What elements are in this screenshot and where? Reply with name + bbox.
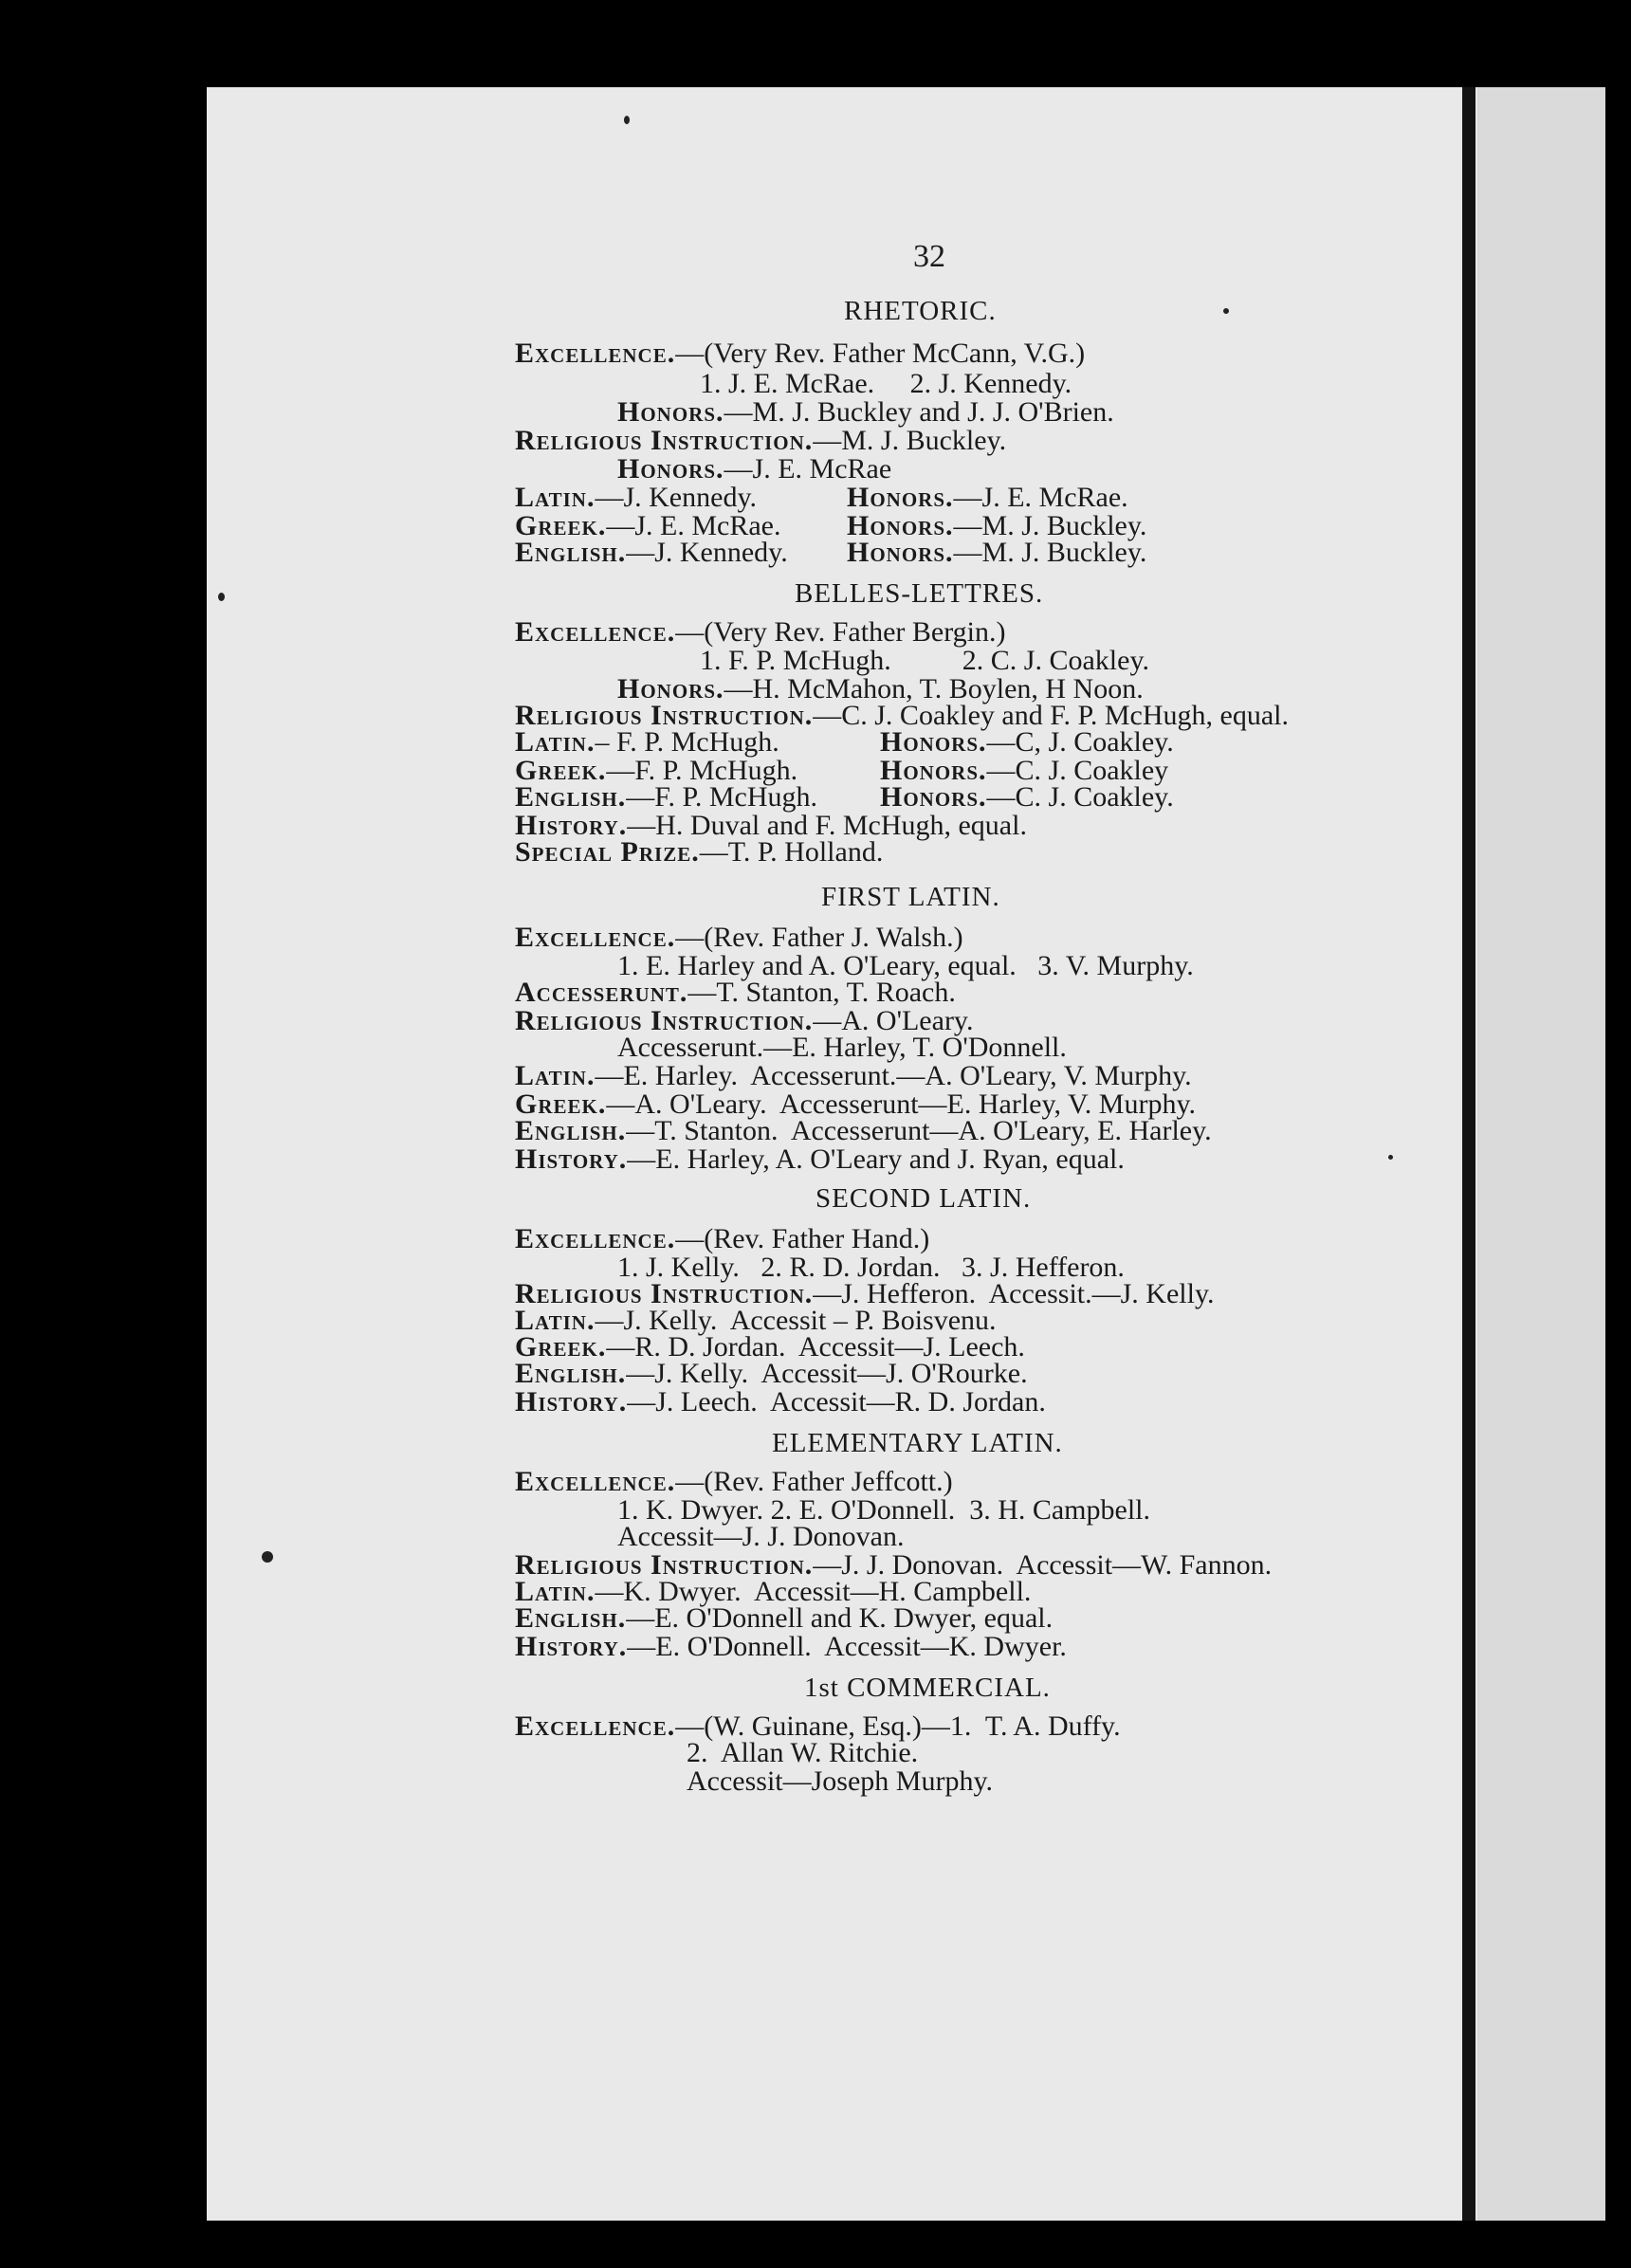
entry-text: —C. J. Coakley. (986, 781, 1174, 813)
section-heading: FIRST LATIN. (821, 882, 1000, 912)
subject-line (515, 1060, 1192, 1092)
section-heading: BELLES-LETTRES. (795, 578, 1044, 609)
entry-text: —T. P. Holland. (699, 836, 884, 868)
entry-text: —(Rev. Father Hand.) (675, 1223, 930, 1254)
subject-line (515, 537, 788, 569)
scan-speck (624, 116, 630, 124)
category-label: English. (515, 537, 627, 568)
category-label: Latin. (515, 1305, 596, 1336)
entry-text: —H. Duval and F. McHugh, equal. (627, 810, 1027, 841)
category-label: History. (515, 1143, 628, 1175)
excellence-line (515, 616, 1005, 649)
subject-line (515, 482, 757, 514)
entry-text: —A. O'Leary. (813, 1005, 974, 1036)
category-label: Religious Instruction. (515, 1549, 814, 1581)
entry-text: —E. O'Donnell and K. Dwyer, equal. (626, 1602, 1054, 1634)
category-label: Excellence. (515, 1710, 676, 1742)
page-gutter (1462, 87, 1475, 2221)
ranking-line: 1. J. E. McRae. 2. J. Kennedy. (700, 368, 1072, 399)
category-label: English. (515, 1358, 627, 1389)
honors-line (617, 453, 891, 485)
subject-line (515, 1602, 1053, 1635)
ranking-line: 1. E. Harley and A. O'Leary, equal. 3. V. Murphy. (617, 950, 1194, 981)
entry-text: —M. J. Buckley. (953, 537, 1147, 568)
scan-speck (262, 1551, 273, 1563)
section-heading: SECOND LATIN. (816, 1183, 1032, 1214)
category-label: History. (515, 1386, 628, 1418)
subject-line (515, 726, 779, 759)
category-label: Excellence. (515, 616, 676, 648)
category-label: Religious Instruction. (515, 700, 814, 731)
entry-text: —J. E. McRae. (953, 482, 1128, 513)
entry-text: —E. O'Donnell. Accessit—K. Dwyer. (627, 1631, 1067, 1662)
entry-text: —E. Harley, A. O'Leary and J. Ryan, equal. (627, 1143, 1125, 1175)
subject-honors (847, 482, 1128, 514)
category-label: Greek. (515, 1088, 607, 1120)
accessit-line: Accessit—J. J. Donovan. (617, 1521, 905, 1552)
category-label: Latin. (515, 1060, 596, 1091)
excellence-line (515, 338, 1085, 370)
subject-honors (880, 781, 1174, 814)
entry-text: —C. J. Coakley and F. P. McHugh, equal. (813, 700, 1289, 731)
subject-line (515, 836, 883, 869)
category-label: Special Prize. (515, 836, 700, 868)
section-heading: ELEMENTARY LATIN. (772, 1428, 1063, 1458)
category-label: Honors. (617, 396, 724, 428)
category-label: Accesserunt. (515, 977, 688, 1008)
entry-text: —M. J. Buckley and J. J. O'Brien. (724, 396, 1114, 428)
section-heading: 1st COMMERCIAL. (804, 1673, 1051, 1703)
entry-text: —M. J. Buckley. (953, 510, 1147, 541)
category-label: Latin. (515, 1576, 596, 1607)
facing-page-edge (1477, 87, 1605, 2221)
entry-text: —(Rev. Father Jeffcott.) (675, 1466, 953, 1497)
entry-text: —R. D. Jordan. Accessit—J. Leech. (606, 1331, 1025, 1363)
category-label: Honors. (847, 482, 954, 513)
accesserunt-line (515, 977, 956, 1009)
ranking-line: 1. K. Dwyer. 2. E. O'Donnell. 3. H. Campbell. (617, 1494, 1151, 1526)
entry-text: —J. Leech. Accessit—R. D. Jordan. (627, 1386, 1046, 1418)
category-label: English. (515, 781, 627, 813)
category-label: Honors. (880, 726, 987, 758)
entry-text: —F. P. McHugh. (626, 781, 817, 813)
entry-text: —(W. Guinane, Esq.)—1. T. A. Duffy. (675, 1710, 1121, 1742)
ranking-line: 1. J. Kelly. 2. R. D. Jordan. 3. J. Hefferon. (617, 1252, 1125, 1283)
excellence-line (515, 922, 963, 954)
subject-line (515, 1115, 1212, 1147)
scan-speck (1388, 1155, 1393, 1160)
entry-text: —T. Stanton, T. Roach. (687, 977, 956, 1008)
category-label: Honors. (617, 673, 724, 704)
category-label: Religious Instruction. (515, 425, 814, 456)
category-label: History. (515, 1631, 628, 1662)
entry-text: – F. P. McHugh. (595, 726, 779, 758)
category-label: Excellence. (515, 1466, 676, 1497)
accesserunt-line: Accesserunt.—E. Harley, T. O'Donnell. (617, 1032, 1067, 1063)
entry-text: —J. Kelly. Accessit—J. O'Rourke. (626, 1358, 1028, 1389)
subject-line (515, 781, 817, 814)
category-label: Honors. (847, 510, 954, 541)
honors-line (617, 396, 1114, 429)
entry-text: —J. Kennedy. (626, 537, 788, 568)
entry-text: —F. P. McHugh. (606, 755, 798, 786)
entry-text: —M. J. Buckley. (813, 425, 1007, 456)
subject-honors (847, 537, 1146, 569)
accessit-line: Accessit—Joseph Murphy. (687, 1765, 994, 1797)
entry-text: —J. E. McRae. (606, 510, 781, 541)
entry-text: —J. J. Donovan. Accessit—W. Fannon. (813, 1549, 1273, 1581)
excellence-line (515, 1223, 929, 1255)
subject-line (515, 1386, 1046, 1418)
subject-line (515, 1631, 1067, 1663)
category-label: Excellence. (515, 922, 676, 953)
entry-text: —E. Harley. Accesserunt.—A. O'Leary, V. Murphy. (595, 1060, 1192, 1091)
category-label: Latin. (515, 726, 596, 758)
subject-line (515, 1143, 1125, 1176)
excellence-line (515, 1466, 953, 1498)
entry-text: —K. Dwyer. Accessit—H. Campbell. (595, 1576, 1032, 1607)
category-label: Excellence. (515, 338, 676, 369)
category-label: Honors. (847, 537, 954, 568)
category-label: English. (515, 1115, 627, 1146)
entry-text: —H. McMahon, T. Boylen, H Noon. (724, 673, 1144, 704)
religious-line (515, 425, 1006, 457)
subject-honors (880, 726, 1174, 759)
category-label: Greek. (515, 755, 607, 786)
category-label: English. (515, 1602, 627, 1634)
category-label: Honors. (880, 755, 987, 786)
category-label: Honors. (617, 453, 724, 485)
entry-text: —J. E. McRae (724, 453, 892, 485)
page-number: 32 (913, 239, 945, 274)
category-label: Religious Instruction. (515, 1005, 814, 1036)
entry-text: —C, J. Coakley. (986, 726, 1174, 758)
category-label: Latin. (515, 482, 596, 513)
scan-speck (1223, 308, 1229, 314)
entry-text: —C. J. Coakley (986, 755, 1169, 786)
category-label: Honors. (880, 781, 987, 813)
category-label: Religious Instruction. (515, 1278, 814, 1309)
category-label: Excellence. (515, 1223, 676, 1254)
entry-text: —A. O'Leary. Accesserunt—E. Harley, V. Murphy. (606, 1088, 1197, 1120)
ranking-line: 1. F. P. McHugh. 2. C. J. Coakley. (700, 645, 1150, 676)
scan-speck (218, 593, 225, 601)
entry-text: —(Very Rev. Father McCann, V.G.) (675, 338, 1086, 369)
entry-text: —J. Hefferon. Accessit.—J. Kelly. (813, 1278, 1215, 1309)
category-label: History. (515, 810, 628, 841)
entry-text: —(Very Rev. Father Bergin.) (675, 616, 1006, 648)
entry-text: —J. Kelly. Accessit – P. Boisvenu. (595, 1305, 997, 1336)
ranking-line: 2. Allan W. Ritchie. (687, 1737, 919, 1768)
entry-text: —T. Stanton. Accesserunt—A. O'Leary, E. Harley. (626, 1115, 1212, 1146)
entry-text: —(Rev. Father J. Walsh.) (675, 922, 963, 953)
category-label: Greek. (515, 510, 607, 541)
section-heading: RHETORIC. (844, 296, 997, 326)
entry-text: —J. Kennedy. (595, 482, 757, 513)
subject-line (515, 1358, 1028, 1390)
category-label: Greek. (515, 1331, 607, 1363)
